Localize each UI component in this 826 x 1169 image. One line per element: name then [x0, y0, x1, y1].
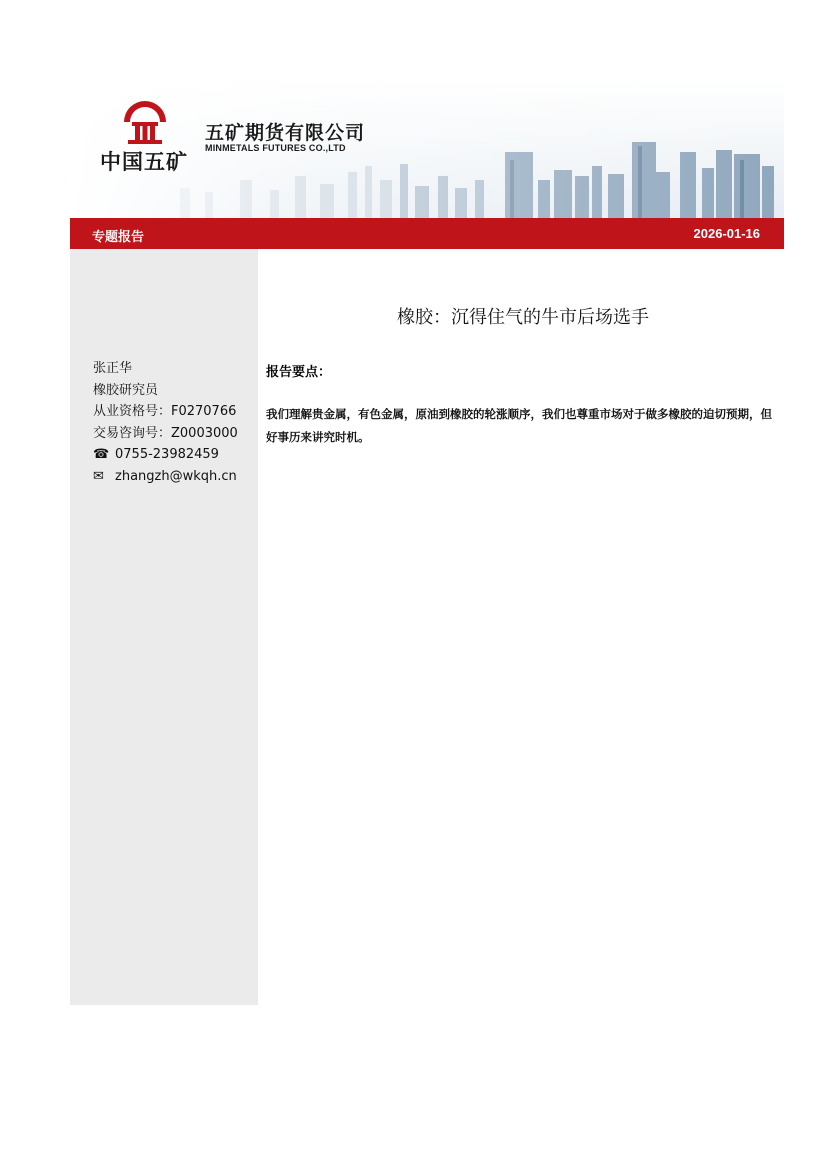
author-role: 橡胶研究员	[93, 382, 159, 398]
author-phone-row	[93, 444, 238, 466]
author-qualification: 从业资格号：F0270766	[93, 404, 237, 419]
company-name-en: MINMETALS FUTURES CO.,LTD	[205, 143, 346, 153]
author-phone: 0755-23982459	[115, 447, 219, 462]
company-name-cn: 五矿期货有限公司	[205, 122, 366, 144]
author-name: 张正华	[93, 361, 133, 376]
report-header	[0, 0, 826, 250]
phone-icon: ☎	[93, 447, 110, 462]
envelope-icon: ✉	[93, 468, 104, 484]
author-info	[93, 358, 238, 487]
report-type: 专题报告	[92, 230, 145, 245]
report-date: 2026-01-16	[693, 226, 760, 241]
author-trading-consult: 交易咨询号：Z0003000	[93, 425, 238, 441]
report-banner	[70, 218, 784, 249]
report-summary: 我们理解贵金属，有色金属，原油到橡胶的轮涨顺序，我们也尊重市场对于做多橡胶的迫切预期，但好事历来讲究时机。	[266, 407, 772, 444]
section-heading: 报告要点：	[266, 365, 332, 380]
author-email[interactable]: zhangzh@wkqh.cn	[115, 468, 237, 484]
report-title: 橡胶：沉得住气的牛市后场选手	[397, 307, 649, 328]
china-minmetals-logo-text: 中国五矿	[100, 150, 188, 174]
author-email-row	[93, 466, 238, 488]
china-minmetals-emblem-icon	[118, 100, 172, 146]
